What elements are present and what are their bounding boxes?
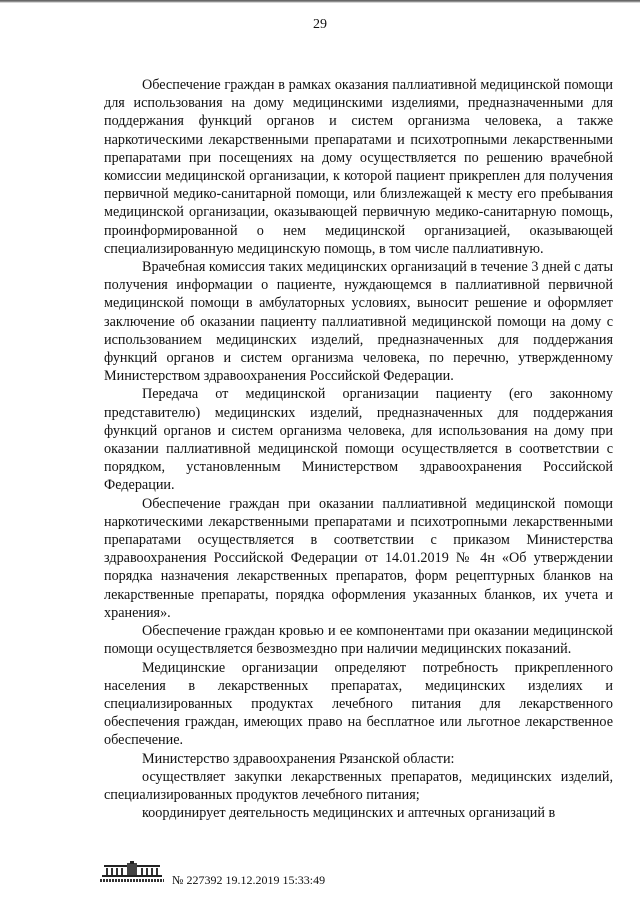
paragraph-blood-provision: Обеспечение граждан кровью и ее компонентами при оказании медицинской помощи осуществляется безвозмездно при наличии медицинских показаний. xyxy=(104,623,613,658)
document-footer xyxy=(100,860,400,900)
paragraph-ministry-heading: Министерство здравоохранения Рязанской области: xyxy=(142,750,455,767)
document-body xyxy=(104,76,613,822)
government-building-emblem-icon xyxy=(100,860,164,878)
paragraph-narcotic-provision: Обеспечение граждан при оказании паллиативной медицинской помощи наркотическими лекарственными препаратами и психотропными лекарственными препаратами осуществляется в соответствии с приказом Министерства здравоохранения Российской Федерации от 14.01.2019 № 4н «Об утверждении порядка назначения лекарственных препаратов, форм рецептурных бланков на лекарственные препараты, порядка оформления указанных бланков, их учета и хранения». xyxy=(104,495,613,621)
scan-top-edge xyxy=(0,0,640,3)
paragraph-palliative-provision: Обеспечение граждан в рамках оказания паллиативной медицинской помощи для использования на дому медицинскими изделиями, предназначенными для поддержания функций органов и систем организма человека, а также наркотическими лекарственными препаратами и психотропными лекарственными препаратами при посещениях на дому осуществляется по решению врачебной комиссии медицинской организации, к которой пациент прикреплен для получения первичной медико-санитарной помощи, или близлежащей к месту его пребывания медицинской организации, оказывающей первичную медико-санитарную помощь, проинформированной о нем медицинской организацией, оказывающей специализированную медицинскую помощь, в том числе паллиативную. xyxy=(104,77,613,257)
page-number: 29 xyxy=(313,17,327,32)
paragraph-demand-determination: Медицинские организации определяют потребность прикрепленного населения в лекарственных препаратах, медицинских изделиях и специализированных продуктах лечебного питания для лекарственного обеспечения граждан, имеющих право на бесплатное или льготное лекарственное обеспечение. xyxy=(104,659,613,749)
paragraph-coordination: координирует деятельность медицинских и аптечных организаций в xyxy=(142,805,556,822)
paragraph-device-transfer: Передача от медицинской организации пациенту (его законному представителю) медицинских изделий, предназначенных для поддержания функций органов и систем организма человека, для использования на дому при оказании паллиативной медицинской помощи осуществляется в соответствии с порядком, установленным Министерством здравоохранения Российской Федерации. xyxy=(104,386,613,494)
registration-stamp: № 227392 19.12.2019 15:33:49 xyxy=(172,873,326,887)
paragraph-medical-commission: Врачебная комиссия таких медицинских организаций в течение 3 дней с даты получения информации о пациенте, нуждающемся в паллиативной первичной медицинской помощи в амбулаторных условиях, выносит решение и оформляет заключение об оказании пациенту паллиативной медицинской помощи на дому с использованием медицинских изделий, предназначенных для поддержания функций органов и систем организма человека, по перечню, утвержденному Министерством здравоохранения Российской Федерации. xyxy=(104,259,613,385)
paragraph-procurement: осуществляет закупки лекарственных препаратов, медицинских изделий, специализированных продуктов лечебного питания; xyxy=(104,768,613,803)
emblem-caption-line xyxy=(100,879,164,882)
